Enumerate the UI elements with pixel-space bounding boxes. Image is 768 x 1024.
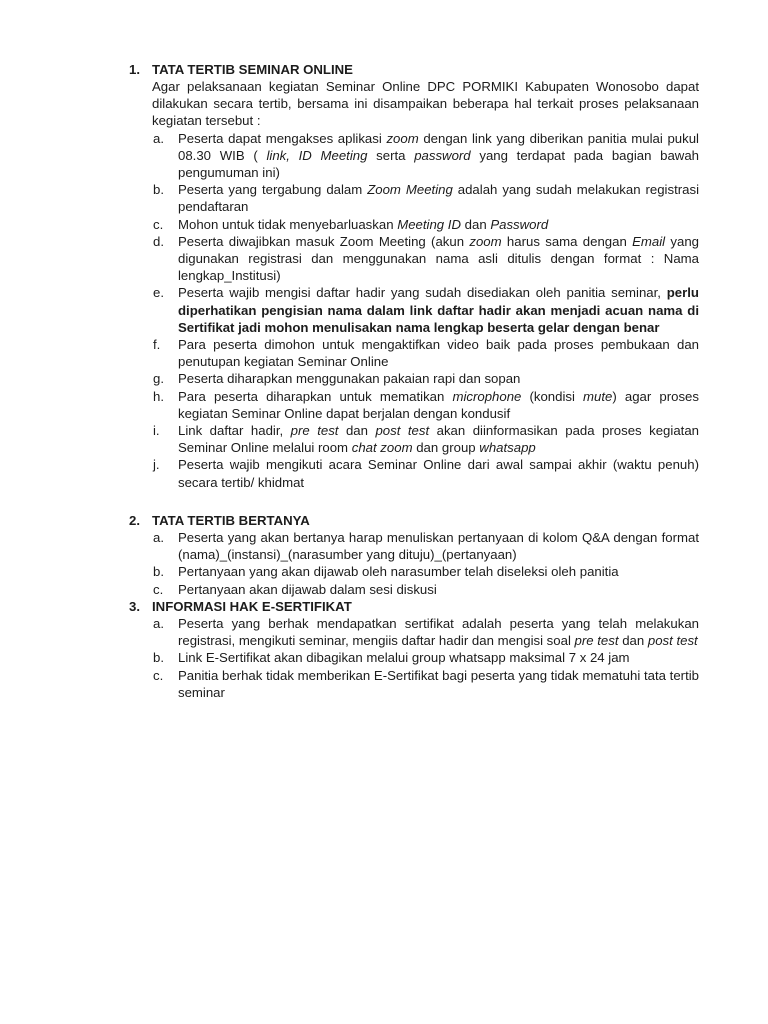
section-heading [129, 512, 699, 529]
text-run: Pertanyaan akan dijawab dalam sesi diskusi [178, 581, 437, 597]
italic-term: zoom [386, 130, 419, 146]
section-number: 2. [129, 513, 140, 528]
italic-term: post test [647, 633, 698, 649]
list-item-text [178, 389, 699, 421]
text-run: Link E-Sertifikat akan dibagikan melalui group whatsapp maksimal 7 x 24 jam [178, 650, 630, 666]
list-item [129, 615, 699, 649]
text-run: (kondisi [521, 388, 584, 404]
italic-term: pre test [290, 423, 339, 439]
text-run: Panitia berhak tidak memberikan E-Sertifikat bagi peserta yang tidak mematuhi tata tertib seminar [178, 667, 699, 700]
list-item-marker: a. [153, 530, 164, 545]
list-item-marker: c. [153, 581, 164, 597]
list-item-text [178, 234, 699, 283]
text-run: Peserta wajib mengisi daftar hadir yang sudah disediakan oleh panitia seminar, [178, 285, 667, 301]
rule-list [129, 529, 699, 598]
list-item-marker: g. [153, 371, 164, 387]
list-item-marker: i. [153, 423, 160, 439]
list-item [129, 422, 699, 456]
italic-term: Zoom Meeting [367, 182, 453, 198]
text-run: Peserta yang berhak mendapatkan sertifikat adalah peserta yang telah melakukan registrasi, mengikuti seminar, mengiis daftar hadir dan mengisi soal [178, 616, 699, 649]
italic-term: microphone [452, 388, 522, 404]
list-item-text [178, 457, 699, 489]
italic-term: post test [375, 423, 430, 439]
list-item [129, 529, 699, 563]
text-run: Mohon untuk tidak menyebarluaskan [178, 216, 398, 232]
text-run: Para peserta diharapkan untuk mematikan [178, 388, 453, 404]
list-item-marker: e. [153, 285, 164, 301]
section-title: INFORMASI HAK E-SERTIFIKAT [152, 599, 352, 614]
list-item-marker: d. [153, 233, 164, 249]
rule-list [129, 615, 699, 701]
text-run: Peserta dapat mengakses aplikasi [178, 130, 387, 146]
bold-emphasis: perlu diperhatikan pengisian nama dalam link daftar hadir akan menjadi acuan nama di Sertifikat jadi mohon menulisakan nama lengkap beserta gelar dengan benar [178, 285, 699, 335]
italic-term: Password [490, 216, 549, 232]
rule-list [129, 130, 699, 491]
text-run: Peserta yang akan bertanya harap menuliskan pertanyaan di kolom Q&A dengan format (nama)_(instansi)_(narasumber yang dituju)_(pertanyaan) [178, 530, 699, 563]
list-item-text [178, 131, 699, 180]
list-item-marker: j. [153, 457, 160, 473]
section-title: TATA TERTIB SEMINAR ONLINE [152, 62, 353, 77]
italic-term: whatsapp [479, 440, 536, 456]
list-item-text [178, 423, 699, 455]
section-number: 1. [129, 62, 140, 77]
section-tata-tertib-bertanya [129, 512, 699, 598]
section-intro: Agar pelaksanaan kegiatan Seminar Online DPC PORMIKI Kabupaten Wonosobo dapat dilakukan secara tertib, bersama ini disampaikan beberapa hal terkait proses pelaksanaan kegiatan tersebut : [152, 79, 699, 129]
italic-term: mute [583, 388, 613, 404]
list-item-text [178, 182, 699, 214]
section-informasi-hak-e-sertifikat [129, 598, 699, 701]
text-run: Peserta yang tergabung dalam [178, 182, 368, 198]
text-run: yang terdapat pada bagian bawah pengumuman ini) [178, 147, 699, 181]
italic-term: chat zoom [351, 440, 413, 456]
list-item-text [178, 650, 630, 665]
list-item-marker: b. [153, 650, 164, 666]
text-run: adalah yang sudah melakukan registrasi pendaftaran [178, 182, 699, 215]
text-run: akan diinformasikan pada proses kegiatan Seminar Online melalui room [178, 423, 699, 456]
list-item [129, 216, 699, 233]
text-run: dan group [412, 440, 480, 456]
list-item-marker: a. [153, 130, 164, 146]
list-item-marker: b. [153, 564, 164, 580]
section-tata-tertib-seminar [129, 61, 699, 491]
italic-term: zoom [469, 233, 502, 249]
list-item-marker: h. [153, 388, 164, 404]
section-title: TATA TERTIB BERTANYA [152, 513, 310, 528]
list-item-text [178, 217, 548, 232]
list-item [129, 667, 699, 701]
text-run: Peserta wajib mengikuti acara Seminar Online dari awal sampai akhir (waktu penuh) secara tertib/ khidmat [178, 457, 699, 490]
list-item-text [178, 668, 699, 700]
text-run: dan [460, 216, 491, 232]
list-item [129, 388, 699, 422]
list-item [129, 370, 699, 387]
italic-term: pre test [574, 633, 619, 649]
list-item-text [178, 530, 699, 562]
italic-term: Email [632, 233, 666, 249]
list-item-marker: a. [153, 616, 164, 631]
list-item-marker: c. [153, 216, 164, 232]
italic-term: link, ID Meeting [266, 147, 368, 163]
text-run: dengan link yang diberikan panitia mulai pukul 08.30 WIB ( [178, 130, 699, 163]
text-run: Peserta diwajibkan masuk Zoom Meeting (akun [178, 233, 470, 249]
text-run: ) agar proses kegiatan Seminar Online dapat berjalan dengan kondusif [178, 388, 699, 421]
list-item-marker: c. [153, 667, 164, 683]
section-number: 3. [129, 599, 140, 614]
list-item-text [178, 371, 520, 386]
list-item [129, 181, 699, 215]
list-item-text [178, 616, 699, 648]
list-item [129, 130, 699, 182]
text-run: Link daftar hadir, [178, 423, 291, 439]
italic-term: password [414, 147, 471, 163]
italic-term: Meeting ID [397, 216, 461, 232]
list-item-text [178, 564, 619, 579]
list-item [129, 563, 699, 580]
text-run: yang digunakan registrasi dan menggunakan nama asli ditulis dengan format : Nama lengkap_Institusi) [178, 233, 700, 284]
text-run: Para peserta dimohon untuk mengaktifkan video baik pada proses pembukaan dan penutupan kegiatan Seminar Online [178, 337, 699, 370]
text-run: dan [338, 423, 376, 439]
list-item [129, 336, 699, 370]
text-run: Pertanyaan yang akan dijawab oleh narasumber telah diseleksi oleh panitia [178, 564, 619, 580]
text-run: dan [618, 633, 648, 649]
list-item [129, 456, 699, 490]
list-item [129, 649, 699, 666]
list-item-text [178, 582, 437, 597]
list-item-marker: b. [153, 182, 164, 198]
list-item-text [178, 285, 699, 334]
text-run: serta [367, 147, 415, 163]
list-item [129, 581, 699, 598]
section-heading [129, 598, 699, 615]
list-item-text [178, 337, 699, 369]
list-item-marker: f. [153, 337, 161, 353]
text-run: Peserta diharapkan menggunakan pakaian rapi dan sopan [178, 371, 521, 387]
section-heading [129, 61, 699, 78]
list-item [129, 233, 699, 285]
list-item [129, 284, 699, 336]
text-run: harus sama dengan [501, 233, 633, 249]
